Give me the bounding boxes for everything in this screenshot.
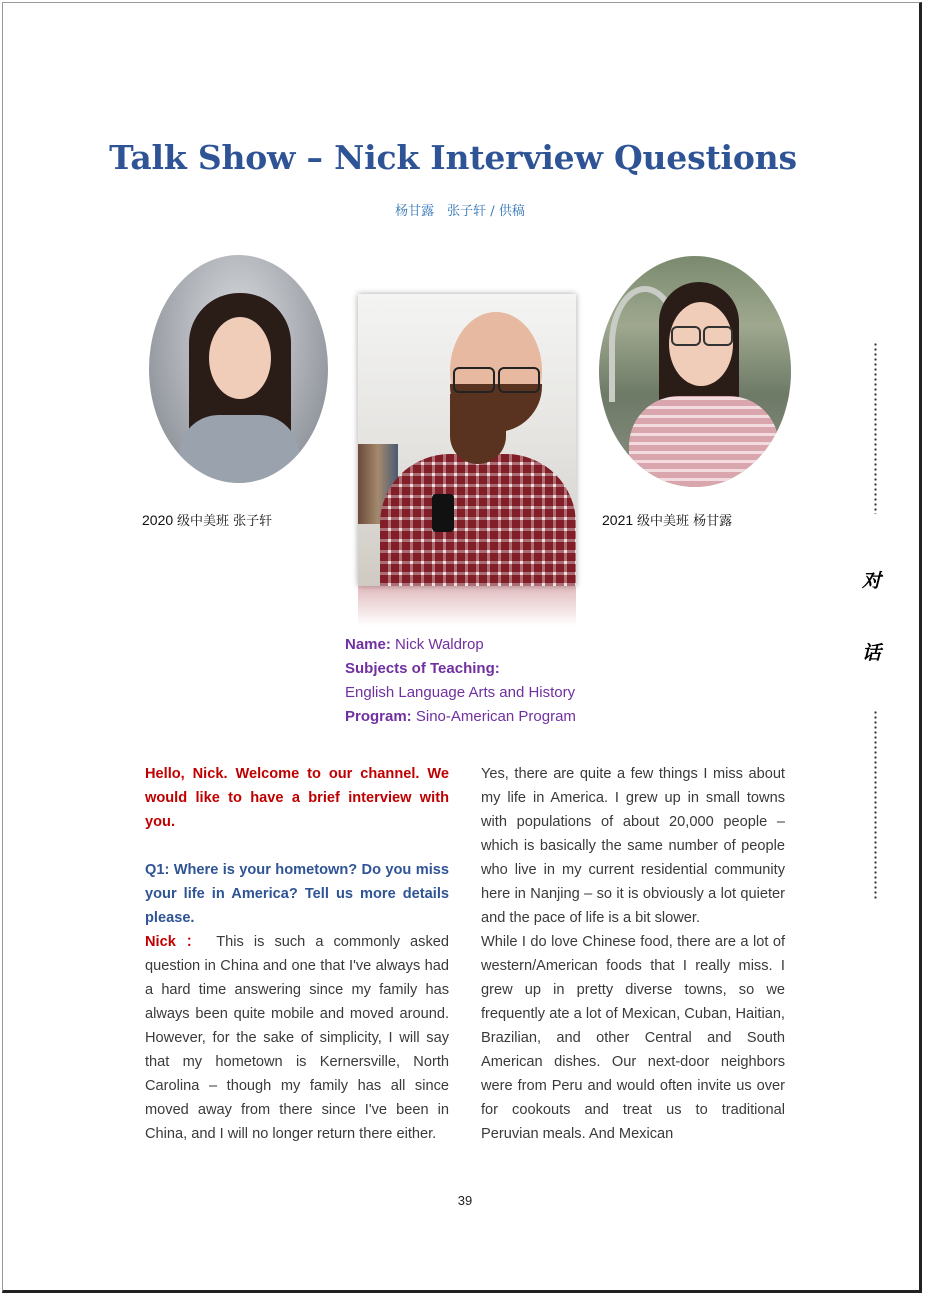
side-dotted-line-bottom <box>874 710 877 900</box>
caption-left-text: 级中美班 张子轩 <box>177 514 273 529</box>
portrait-zhang-zixuan <box>149 255 328 483</box>
side-dotted-line-top <box>874 342 877 514</box>
left-column <box>145 762 449 1146</box>
program-label: Program: <box>345 708 412 725</box>
side-char-1: 对 <box>862 570 882 592</box>
page-number: 39 <box>457 1193 473 1208</box>
program-value: Sino-American Program <box>415 708 576 725</box>
info-subjects-line <box>345 657 576 681</box>
speaker-label: Nick ： <box>145 934 207 950</box>
answer-1 <box>145 930 449 1146</box>
answer-1-text: This is such a commonly asked question in China and one that I've always had a hard time answering since my family has always been quite mobile and moved around. However, for the sake of simplicity, I will say that my hometown is Kernersville, North Carolina – though my family has all since moved away from there since I've been in China, and I will no longer return there either. <box>145 934 449 1142</box>
portrait-yang-ganlu <box>599 256 791 487</box>
caption-left <box>142 510 272 529</box>
subjects-value: English Language Arts and History <box>345 684 576 701</box>
article-title: Talk Show – Nick Interview Questions <box>109 138 797 177</box>
photo-nick-waldrop <box>358 294 576 586</box>
teacher-info <box>345 633 576 729</box>
paragraph-1: Yes, there are quite a few things I miss about my life in America. I grew up in small towns with populations of about 20,000 people – which is basically the same number of people who live in my current residential community here in Nanjing – so it is obviously a lot quieter and the pace of life is a bit slower. <box>481 766 785 926</box>
right-column <box>481 762 785 1146</box>
subjects-label: Subjects of Teaching: <box>345 660 500 677</box>
caption-right-year: 2021 <box>602 512 634 528</box>
paragraph-2: While I do love Chinese food, there are a lot of western/American foods that I really miss. I grew up in pretty diverse towns, so we frequently ate a lot of Mexican, Cuban, Haitian, Brazilian, and other Central and South American dishes. Our next-door neighbors were from Peru and would often invite us over for cookouts and treat us to traditional Peruvian meals. And Mexican <box>481 934 785 1142</box>
caption-right <box>602 510 732 529</box>
name-label: Name: <box>345 636 391 653</box>
photo-reflection <box>358 586 576 626</box>
info-name-line <box>345 633 576 657</box>
caption-right-text: 级中美班 杨甘露 <box>637 514 733 529</box>
question-1: Q1: Where is your hometown? Do you miss your life in America? Tell us more details please. <box>145 862 449 926</box>
side-char-2: 话 <box>862 642 882 664</box>
intro-text: Hello, Nick. Welcome to our channel. We would like to have a brief interview with you. <box>145 766 449 830</box>
info-program-line <box>345 705 576 729</box>
byline: 杨甘露 张子轩 / 供稿 <box>395 204 525 219</box>
name-value: Nick Waldrop <box>395 636 484 653</box>
caption-left-year: 2020 <box>142 512 174 528</box>
